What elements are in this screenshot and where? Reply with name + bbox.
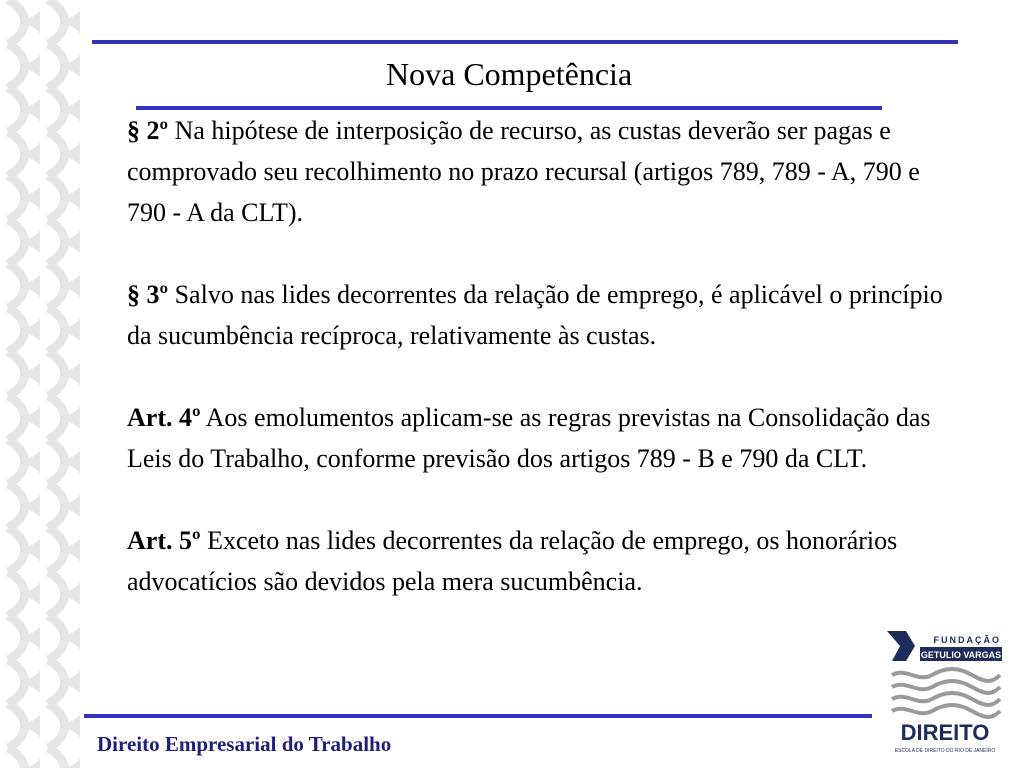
- paragraph-lead: § 2º: [127, 116, 169, 145]
- paragraph-lead: § 3º: [127, 280, 169, 309]
- paragraph-par3: [127, 274, 957, 356]
- paragraph-text: Exceto nas lides decorrentes da relação de emprego, os honorários advocatícios são devidos pela mera sucumbência.: [127, 526, 898, 596]
- slide-body: [127, 110, 957, 602]
- decorative-wave-pattern: [0, 0, 80, 768]
- paragraph-art4: [127, 397, 957, 479]
- fgv-direito-logo: [884, 611, 1004, 761]
- paragraph-lead: Art. 4º: [127, 403, 201, 432]
- logo-chevron-icon: [887, 631, 915, 661]
- bottom-rule: [84, 714, 872, 718]
- logo-subtitle: ESCOLA DE DIREITO DO RIO DE JANEIRO: [894, 748, 996, 754]
- paragraph-par2: [127, 110, 957, 233]
- footer-label: Direito Empresarial do Trabalho: [97, 732, 392, 756]
- slide-title: Nova Competência: [386, 56, 633, 92]
- logo-waves-icon: [892, 669, 1000, 717]
- paragraph-text: Salvo nas lides decorrentes da relação de emprego, é aplicável o princípio da sucumbência recíproca, relativamente às custas.: [127, 280, 943, 350]
- logo-name: DIREITO: [900, 720, 990, 745]
- paragraph-lead: Art. 5º: [127, 526, 201, 555]
- paragraph-text: Aos emolumentos aplicam-se as regras previstas na Consolidação das Leis do Trabalho, conforme previsão dos artigos 789 - B e 790 da CLT.: [127, 403, 931, 473]
- paragraph-text: Na hipótese de interposição de recurso, as custas deverão ser pagas e comprovado seu recolhimento no prazo recursal (artigos 789, 789 - A, 790 e 790 - A da CLT).: [127, 116, 920, 227]
- paragraph-art5: [127, 520, 957, 602]
- logo-line2: GETULIO VARGAS: [920, 650, 1002, 660]
- logo-line1: FUNDAÇÃO: [933, 635, 1001, 645]
- top-rule: [92, 40, 958, 44]
